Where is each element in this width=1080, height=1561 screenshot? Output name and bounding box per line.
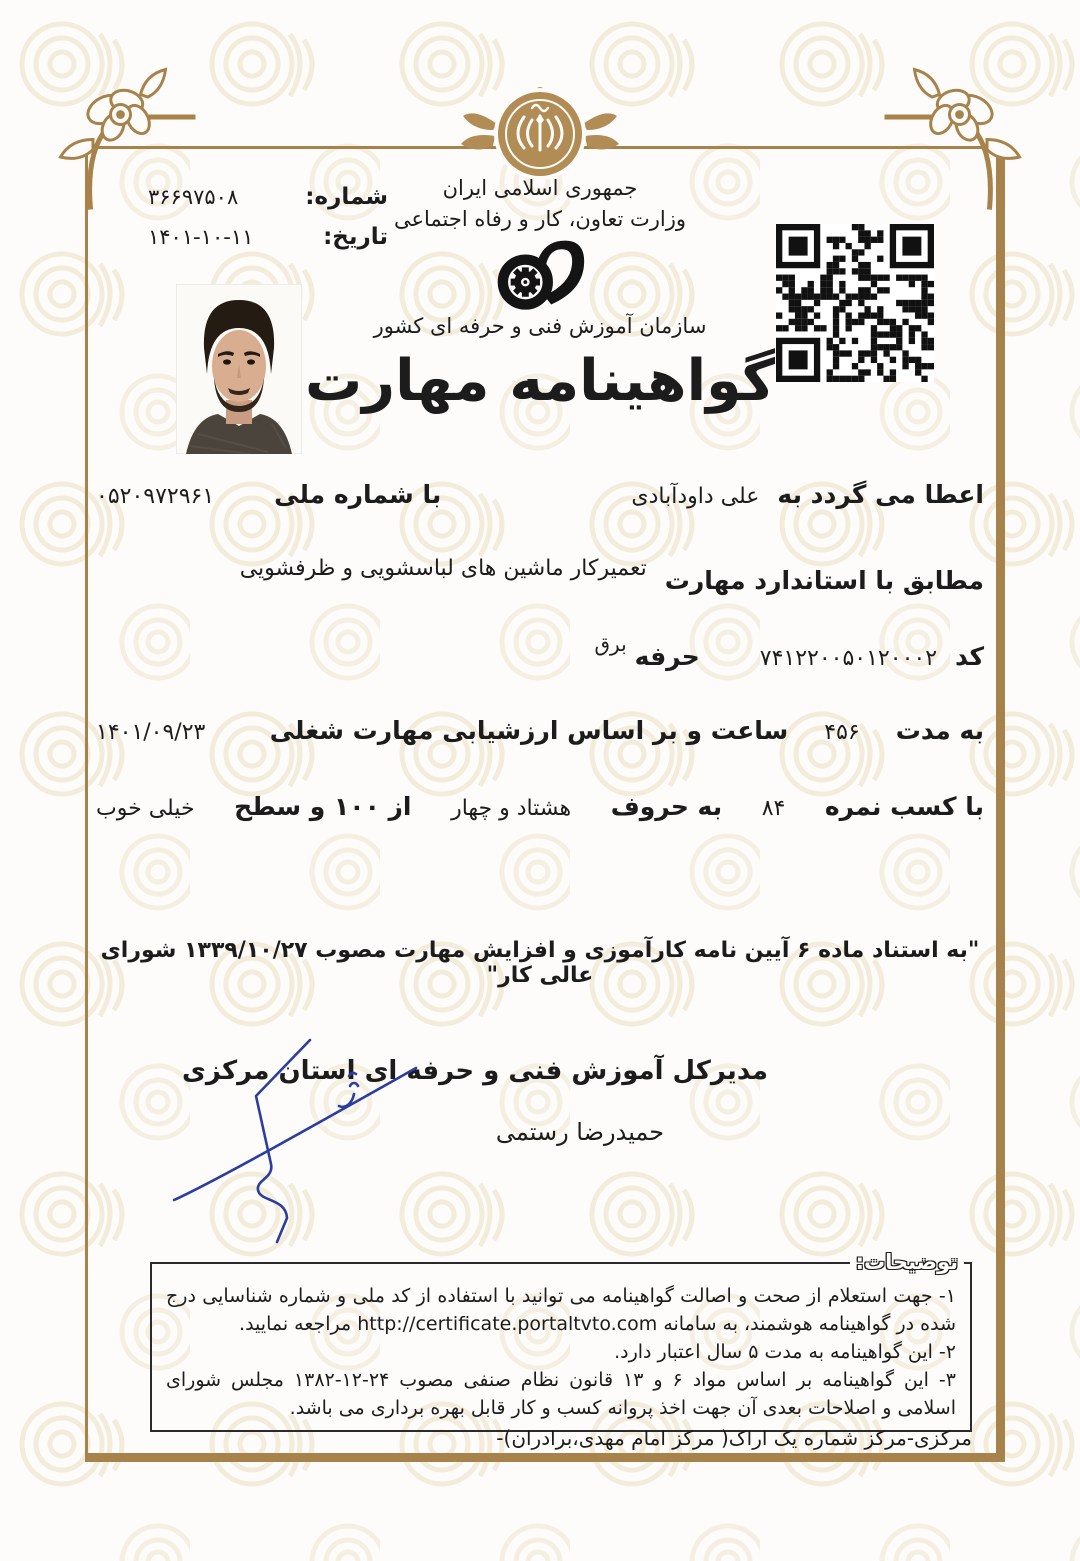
- serial-number-label: شماره:: [305, 184, 388, 210]
- score-in-words: هشتاد و چهار: [451, 796, 572, 821]
- legal-note: "به استناد ماده ۶ آیین نامه کارآموزی و افزایش مهارت مصوب ۱۳۳۹/۱۰/۲۷ شورای عالی کار": [100, 938, 980, 988]
- profession-value: برق: [594, 632, 627, 656]
- signatory-name: حمیدرضا رستمی: [495, 1118, 665, 1146]
- standard-row: [96, 556, 984, 595]
- note-item: ۱- جهت استعلام از صحت و اصالت گواهینامه می توانید با استفاده از کد ملی و شماره شناسایی درج شده در گواهینامه هوشمند، به سامانه http://certificate.portaltvto.com مراجعه نمایید.: [166, 1285, 956, 1335]
- duration-value: ۴۵۶: [824, 720, 860, 745]
- score-label: با کسب نمره: [824, 792, 984, 821]
- duration-row: [96, 716, 984, 745]
- serial-number-value: ۳۶۶۹۷۵۰۸: [148, 185, 239, 209]
- national-id-value: ۰۵۲۰۹۷۲۹۶۱: [96, 484, 215, 509]
- issue-date-value: ۱۴۰۱-۱۰-۱۱: [148, 225, 254, 249]
- national-id-label: با شماره ملی: [274, 480, 442, 509]
- code-label: کد: [955, 642, 984, 671]
- out-of-level-label: از ۱۰۰ و سطح: [234, 792, 412, 821]
- issuing-center-line: مرکزی-مرکز شماره یک اراک( مرکز امام مهدی،برادران)-: [496, 1426, 972, 1450]
- standard-value: تعمیرکار ماشین های لباسشویی و ظرفشویی: [239, 556, 647, 581]
- score-value: ۸۴: [761, 796, 786, 821]
- signatory-title: مدیرکل آموزش فنی و حرفه ای استان مرکزی: [182, 1056, 768, 1086]
- profession-label: حرفه: [634, 642, 700, 671]
- granted-to-row: [96, 480, 984, 509]
- code-value: ۷۴۱۲۲۰۰۵۰۱۲۰۰۰۲: [759, 646, 938, 671]
- header-organization: سازمان آموزش فنی و حرفه ای کشور: [373, 314, 707, 338]
- person-name: علی داودآبادی: [631, 484, 760, 509]
- level-value: خیلی خوب: [96, 796, 195, 821]
- code-row: [96, 632, 984, 671]
- notes-header: توضیحات:: [850, 1248, 964, 1276]
- duration-label: به مدت: [895, 716, 984, 745]
- tvto-logo-icon: [492, 232, 588, 314]
- certificate-title: گواهینامه مهارت: [305, 348, 775, 414]
- score-row: [96, 792, 984, 821]
- note-item: ۲- این گواهینامه به مدت ۵ سال اعتبار دارد.: [614, 1341, 956, 1363]
- standard-label: مطابق با استاندارد مهارت: [664, 566, 984, 595]
- evaluation-date: ۱۴۰۱/۰۹/۲۳: [96, 720, 206, 745]
- header-country: جمهوری اسلامی ایران: [442, 176, 638, 200]
- note-item: ۳- این گواهینامه بر اساس مواد ۶ و ۱۳ قانون نظام صنفی مصوب ۲۴-۱۲-۱۳۸۲ مجلس شورای اسلامی و اصلاحات بعدی آن جهت اخذ پروانه کسب و کار قابل بهره برداری می باشد.: [166, 1369, 956, 1419]
- signature-ink: [158, 1032, 458, 1247]
- in-words-label: به حروف: [610, 792, 723, 821]
- header-ministry: وزارت تعاون، کار و رفاه اجتماعی: [393, 207, 687, 231]
- issue-date-label: تاریخ:: [323, 224, 388, 250]
- notes-box: [150, 1250, 972, 1432]
- duration-suffix-label: ساعت و بر اساس ارزشیابی مهارت شغلی: [269, 716, 789, 745]
- granted-to-label: اعطا می گردد به: [777, 480, 984, 509]
